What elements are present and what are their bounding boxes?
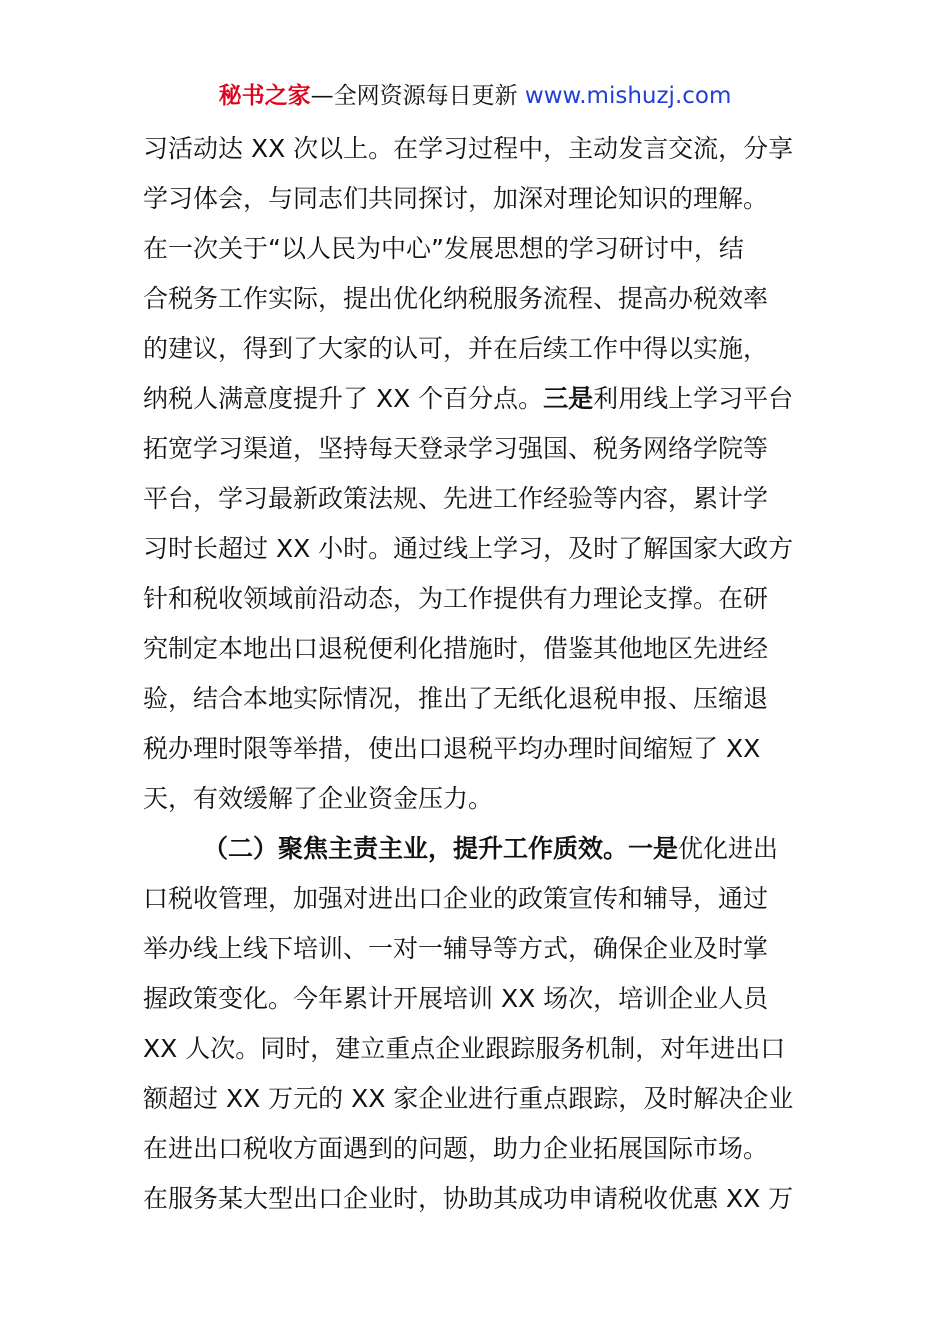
text-line: XX 人次。同时，建立重点企业跟踪服务机制，对年进出口 bbox=[143, 1034, 786, 1063]
text-line: 在进出口税收方面遇到的问题，助力企业拓展国际市场。 bbox=[143, 1134, 769, 1163]
section-heading-line bbox=[143, 824, 811, 874]
paragraph-1 bbox=[143, 124, 811, 824]
text-line: 税办理时限等举措，使出口退税平均办理时间缩短了 XX bbox=[143, 734, 761, 763]
text-line: 握政策变化。今年累计开展培训 XX 场次，培训企业人员 bbox=[143, 984, 769, 1013]
text-line: 习活动达 XX 次以上。在学习过程中，主动发言交流，分享 bbox=[143, 134, 794, 163]
paragraph-2 bbox=[143, 824, 811, 1224]
text-line: 究制定本地出口退税便利化措施时，借鉴其他地区先进经 bbox=[143, 634, 769, 663]
text-segment: 纳税人满意度提升了 XX 个百分点。 bbox=[143, 384, 544, 413]
text-line: 额超过 XX 万元的 XX 家企业进行重点跟踪，及时解决企业 bbox=[143, 1084, 794, 1113]
site-url-link[interactable]: www.mishuzj.com bbox=[524, 83, 732, 109]
text-line: 习时长超过 XX 小时。通过线上学习，及时了解国家大政方 bbox=[143, 534, 794, 563]
text-line: 学习体会，与同志们共同探讨，加深对理论知识的理解。 bbox=[143, 184, 769, 213]
text-line: 口税收管理，加强对进出口企业的政策宣传和辅导，通过 bbox=[143, 884, 769, 913]
text-line: 举办线上线下培训、一对一辅导等方式，确保企业及时掌 bbox=[143, 934, 769, 963]
text-segment: 利用线上学习平台 bbox=[593, 384, 794, 413]
text-line: 的建议，得到了大家的认可，并在后续工作中得以实施， bbox=[143, 334, 769, 363]
document-body bbox=[143, 124, 811, 1224]
text-line: 针和税收领域前沿动态，为工作提供有力理论支撑。在研 bbox=[143, 584, 769, 613]
text-segment: 优化进出 bbox=[678, 834, 779, 863]
text-line: 在一次关于“以人民为中心”发展思想的学习研讨中，结 bbox=[143, 234, 744, 263]
text-line bbox=[143, 374, 811, 424]
point-marker-3: 三是 bbox=[543, 384, 594, 413]
point-marker-1: 一是 bbox=[628, 834, 679, 863]
text-line: 拓宽学习渠道，坚持每天登录学习强国、税务网络学院等 bbox=[143, 434, 769, 463]
brand-name: 秘书之家 bbox=[218, 83, 311, 109]
text-line: 平台，学习最新政策法规、先进工作经验等内容，累计学 bbox=[143, 484, 769, 513]
section-heading: （二）聚焦主责主业，提升工作质效。 bbox=[203, 834, 629, 863]
header-tagline: —全网资源每日更新 bbox=[310, 83, 525, 109]
text-line: 合税务工作实际，提出优化纳税服务流程、提高办税效率 bbox=[143, 284, 769, 313]
text-line: 在服务某大型出口企业时，协助其成功申请税收优惠 XX 万 bbox=[143, 1184, 794, 1213]
text-line: 天，有效缓解了企业资金压力。 bbox=[143, 784, 494, 813]
text-line: 验，结合本地实际情况，推出了无纸化退税申报、压缩退 bbox=[143, 684, 769, 713]
page-header bbox=[0, 80, 950, 112]
